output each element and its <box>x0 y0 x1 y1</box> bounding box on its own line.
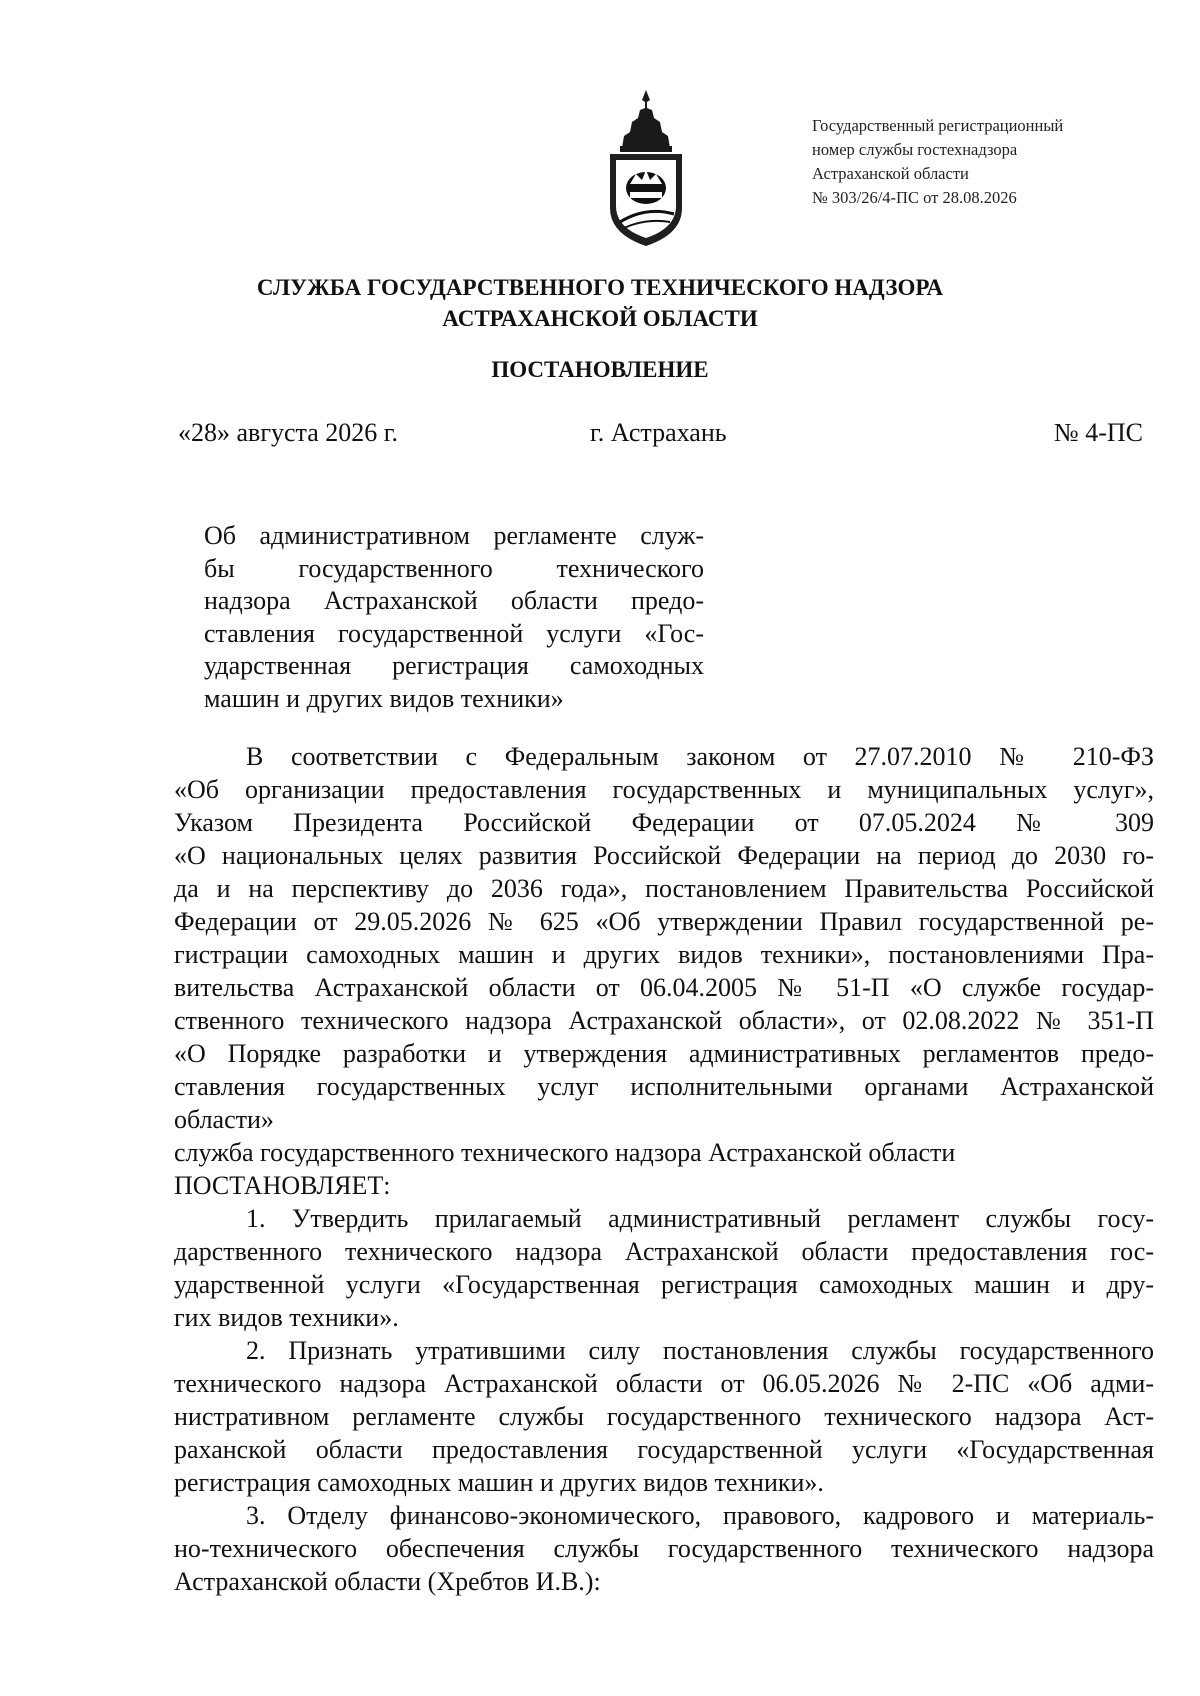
document-body <box>174 740 1154 1598</box>
body-line: технического надзора Астраханской области от 06.05.2026 № 2-ПС «Об адми- <box>174 1369 1154 1398</box>
body-line: дарственного технического надзора Астраханской области предоставления гос- <box>174 1237 1154 1266</box>
body-line: В соответствии с Федеральным законом от 27.07.2010 № 210-ФЗ <box>246 742 1154 771</box>
body-line: ставления государственных услуг исполнительными органами Астраханской <box>174 1072 1154 1101</box>
document-number: № 4-ПС <box>1053 418 1143 447</box>
body-line: ПОСТАНОВЛЯЕТ: <box>174 1171 391 1200</box>
body-line: Астраханской области (Хребтов И.В.): <box>174 1567 601 1596</box>
body-line: нистративном регламенте службы государственного технического надзора Аст- <box>174 1402 1154 1431</box>
registration-stamp-line: № 303/26/4-ПС от 28.08.2026 <box>812 188 1017 207</box>
document-subject <box>204 520 704 715</box>
document-city: г. Астрахань <box>590 418 727 447</box>
document-date: «28» августа 2026 г. <box>178 418 398 447</box>
subject-line: ставления государственной услуги «Гос- <box>204 618 704 648</box>
subject-line: надзора Астраханской области предо- <box>204 586 704 615</box>
body-line: «Об организации предоставления государственных и муниципальных услуг», <box>174 775 1154 804</box>
body-line: ственного технического надзора Астраханской области», от 02.08.2022 № 351-П <box>174 1006 1154 1035</box>
subject-line: бы государственного технического <box>204 553 704 583</box>
body-line: Указом Президента Российской Федерации от 07.05.2024 № 309 <box>174 808 1154 837</box>
body-line: регистрация самоходных машин и других видов техники». <box>174 1468 824 1497</box>
body-line: 1. Утвердить прилагаемый административный регламент службы госу- <box>246 1204 1154 1233</box>
body-line: области» <box>174 1105 274 1134</box>
body-line: «О Порядке разработки и утверждения административных регламентов предо- <box>174 1039 1154 1068</box>
registration-stamp <box>812 114 1172 210</box>
agency-name-line: АСТРАХАНСКОЙ ОБЛАСТИ <box>442 306 758 331</box>
registration-stamp-line: Государственный регистрационный <box>812 116 1064 135</box>
body-line: Федерации от 29.05.2026 № 625 «Об утверждении Правил государственной ре- <box>174 907 1154 936</box>
registration-stamp-line: номер службы гостехнадзора <box>812 140 1018 159</box>
body-line: раханской области предоставления государственной услуги «Государственная <box>174 1435 1154 1464</box>
body-line: ударственной услуги «Государственная регистрация самоходных машин и дру- <box>174 1270 1154 1299</box>
body-line: «О национальных целях развития Российской Федерации на период до 2030 го- <box>174 841 1154 870</box>
subject-line: ударственная регистрация самоходных <box>204 651 704 680</box>
body-line: гистрации самоходных машин и других видов техники», постановлениями Пра- <box>174 940 1154 969</box>
registration-stamp-line: Астраханской области <box>812 164 969 183</box>
astrakhan-coat-of-arms-icon <box>600 88 692 250</box>
body-line: 2. Признать утратившими силу постановления службы государственного <box>246 1336 1154 1365</box>
body-line: но-технического обеспечения службы государственного технического надзора <box>174 1534 1154 1563</box>
agency-name-line: СЛУЖБА ГОСУДАРСТВЕННОГО ТЕХНИЧЕСКОГО НАДЗОРА <box>256 275 944 300</box>
subject-line: машин и других видов техники» <box>204 683 564 713</box>
body-line: да и на перспективу до 2036 года», постановлением Правительства Российской <box>174 874 1154 903</box>
document-type: ПОСТАНОВЛЕНИЕ <box>491 357 709 382</box>
body-line: вительства Астраханской области от 06.04.2005 № 51-П «О службе государ- <box>174 973 1154 1002</box>
body-line: служба государственного технического надзора Астраханской области <box>174 1138 956 1167</box>
body-line: 3. Отделу финансово-экономического, правового, кадрового и материаль- <box>246 1501 1154 1530</box>
body-line: гих видов техники». <box>174 1303 399 1332</box>
agency-name <box>100 272 1100 334</box>
subject-line: Об административном регламенте служ- <box>204 521 704 550</box>
